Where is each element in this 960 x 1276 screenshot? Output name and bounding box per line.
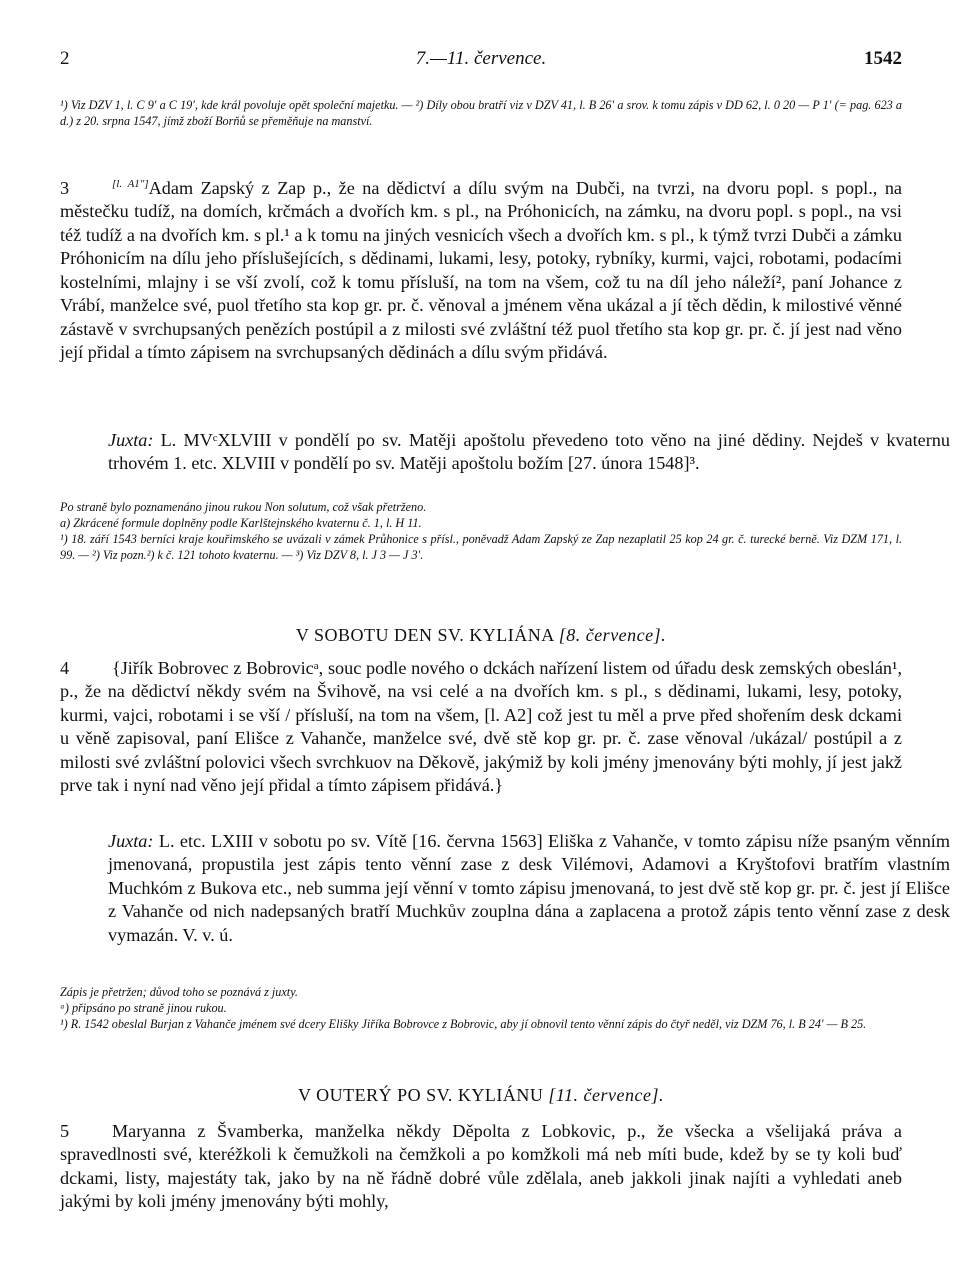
heading-date: [8. července].: [558, 625, 667, 645]
entry-number: 3: [60, 178, 70, 199]
entry-3: [60, 173, 902, 364]
folio-reference: [l. A1″]: [112, 178, 149, 190]
entry-4: [60, 657, 902, 797]
heading-text: V SOBOTU DEN SV. KYLIÁNA: [295, 625, 559, 645]
page-header: [60, 48, 902, 78]
entry-5: [60, 1120, 902, 1214]
entry-number: 5: [60, 1121, 70, 1141]
heading-text: V OUTERÝ PO SV. KYLIÁNU: [298, 1085, 549, 1105]
entry-text: Maryanna z Švamberka, manželka někdy Děpolta z Lobkovic, p., že všecka a všelijaká práva a spravedlnosti své, kteréžkoli k čemužkoli na čemžkoli a po komžkoli má neb míti bude, kdež by se ty koli buď dckami, listy, majestáty tak, jako by na ně řádně dobré vůle zdělala, aneb jakkoli jinak najíti a vyhledati aneb jakými by koli jmény jmenovány býti mohly,: [60, 1121, 902, 1212]
note-line: Zápis je přetržen; důvod toho se poznává z juxty.: [60, 985, 298, 999]
juxta-text: L. MVᶜXLVIII v pondělí po sv. Matěji apoštolu převedeno toto věno na jiné dědiny. Nejdeš v kvaternu trhovém 1. etc. XLVIII v pondělí po sv. Matěji apoštolu božím [27. února 1548]³.: [108, 430, 950, 474]
entry-text: Adam Zapský z Zap p., že na dědictví a dílu svým na Dubči, na tvrzi, na dvoru popl. s popl., na městečku tudíž, na domích, krčmách a dvořích km. s pl., na Próhonicích, na zámku, na dvoru popl. s popl., na vsi též tudíž a na dvořích km. s pl.¹ a k tomu na jiných vesnicích všech a dvořích km. s pl., k týmž tvrzi Dubči a zámku Próhonicím na dílu jeho příslušejících, s dědinami, lukami, lesy, potoky, rybníky, kurmi, vajci, robotami, podacími kostelními, mlajny i se vší zvolí, což k tomu přísluší, na tom na všem, což tu na díl jeho náleží², paní Johance z Vrábí, manželce své, puol třetího sta kop gr. pr. č. věnoval a jménem věna ukázal a jí těch dědin, k milostivé věnné zástavě v svrchupsaných penězích postúpil a z milosti své zvláštní též puol třetího sta kop gr. pr. č. jí jest nad věno její přidal a tímto zápisem na svrchupsaných dědinách a dílu svým přidává.: [60, 178, 902, 362]
page-number: 2: [60, 48, 70, 69]
note-line: ¹) 18. září 1543 berníci kraje kouřimského se uvázali v zámek Průhonice s přísl., poněvadž Adam Zapský ze Zap nezaplatil 25 kop 24 gr. č. turecké berně. Viz DZM 171, l. 99. — ²) Viz pozn.²) k č. 121 tohoto kvaternu. — ³) Viz DZV 8, l. J 3 — J 3′.: [60, 532, 902, 562]
entry-4-juxta: [60, 830, 950, 947]
top-footnotes: ¹) Viz DZV 1, l. C 9′ a C 19′, kde král povoluje opět společní majetku. — ²) Díly obou bratří viz v DZV 41, l. B 26′ a srov. k tomu zápis v DD 62, l. 0 20 — P 1′ (= pag. 623 a d.) z 20. srpna 1547, jímž zboží Borňů se přeměňuje na manství.: [60, 98, 902, 128]
folio-number: 1542: [864, 48, 902, 69]
note-line: ᵃ) připsáno po straně jinou rukou.: [60, 1001, 227, 1015]
entry-4-notes: [60, 984, 902, 1032]
note-line: a) Zkrácené formule doplněny podle Karlštejnského kvaternu č. 1, l. H 11.: [60, 516, 422, 530]
entry-number: 4: [60, 658, 70, 678]
juxta-label: Juxta:: [108, 831, 154, 851]
note-line: Po straně bylo poznamenáno jinou rukou Non solutum, což však přetrženo.: [60, 500, 427, 514]
entry-3-notes: [60, 499, 902, 563]
running-title: 7.—11. července.: [415, 48, 547, 69]
entry-3-juxta: [60, 429, 950, 476]
entry-text: {Jiřík Bobrovec z Bobrovicᵃ, souc podle nového o dckách nařízení listem od úřadu desk zemských obeslán¹, p., že na dědictví někdy svém na Švihově, na vsi celé a na dvořích km. s pl., s dědinami, lukami, lesy, potoky, kurmi, vajci, robotami i se vší / přísluší, na tom na všem, [l. A2] což jest tu měl a prve před shořením desk dckami u věně zapisoval, paní Elišce z Vahanče, manželce své, dvě stě kop gr. pr. č. zase věnoval /ukázal/ postúpil a z milosti své zvláštní polovici všech svrchkuov na Děkově, jakýmiž by koli jmény jmenovány býti mohly, jí jest jakž prve tak i nyní nad věno její přidal a tímto zápisem přidává.}: [60, 658, 902, 796]
juxta-text: L. etc. LXIII v sobotu po sv. Vítě [16. června 1563] Eliška z Vahanče, v tomto zápisu níže psaným věnním jmenovaná, propustila jest zápis tento věnní zase z desk Vilémovi, Adamovi a Kryštofovi bratřím vlastním Muchkóm z Bukova etc., neb summa její věnní v tomto zápisu jmenovaná, to jest dvě stě kop gr. pr. č. jest jí Elišce z Vahanče od nich nadepsaných bratří Muchkův zouplna dána a zaplacena a protož zápis tento věnní zase z desk vymazán. V. v. ú.: [108, 831, 950, 945]
heading-date: [11. července].: [548, 1085, 664, 1105]
section-heading: [60, 625, 902, 646]
juxta-label: Juxta:: [108, 430, 154, 450]
note-line: ¹) R. 1542 obeslal Burjan z Vahanče jménem své dcery Elišky Jiříka Bobrovce z Bobrovic, aby jí obnovil tento věnní zápis do čtyř neděl, viz DZM 76, l. B 24′ — B 25.: [60, 1017, 867, 1031]
section-heading: [60, 1085, 902, 1106]
